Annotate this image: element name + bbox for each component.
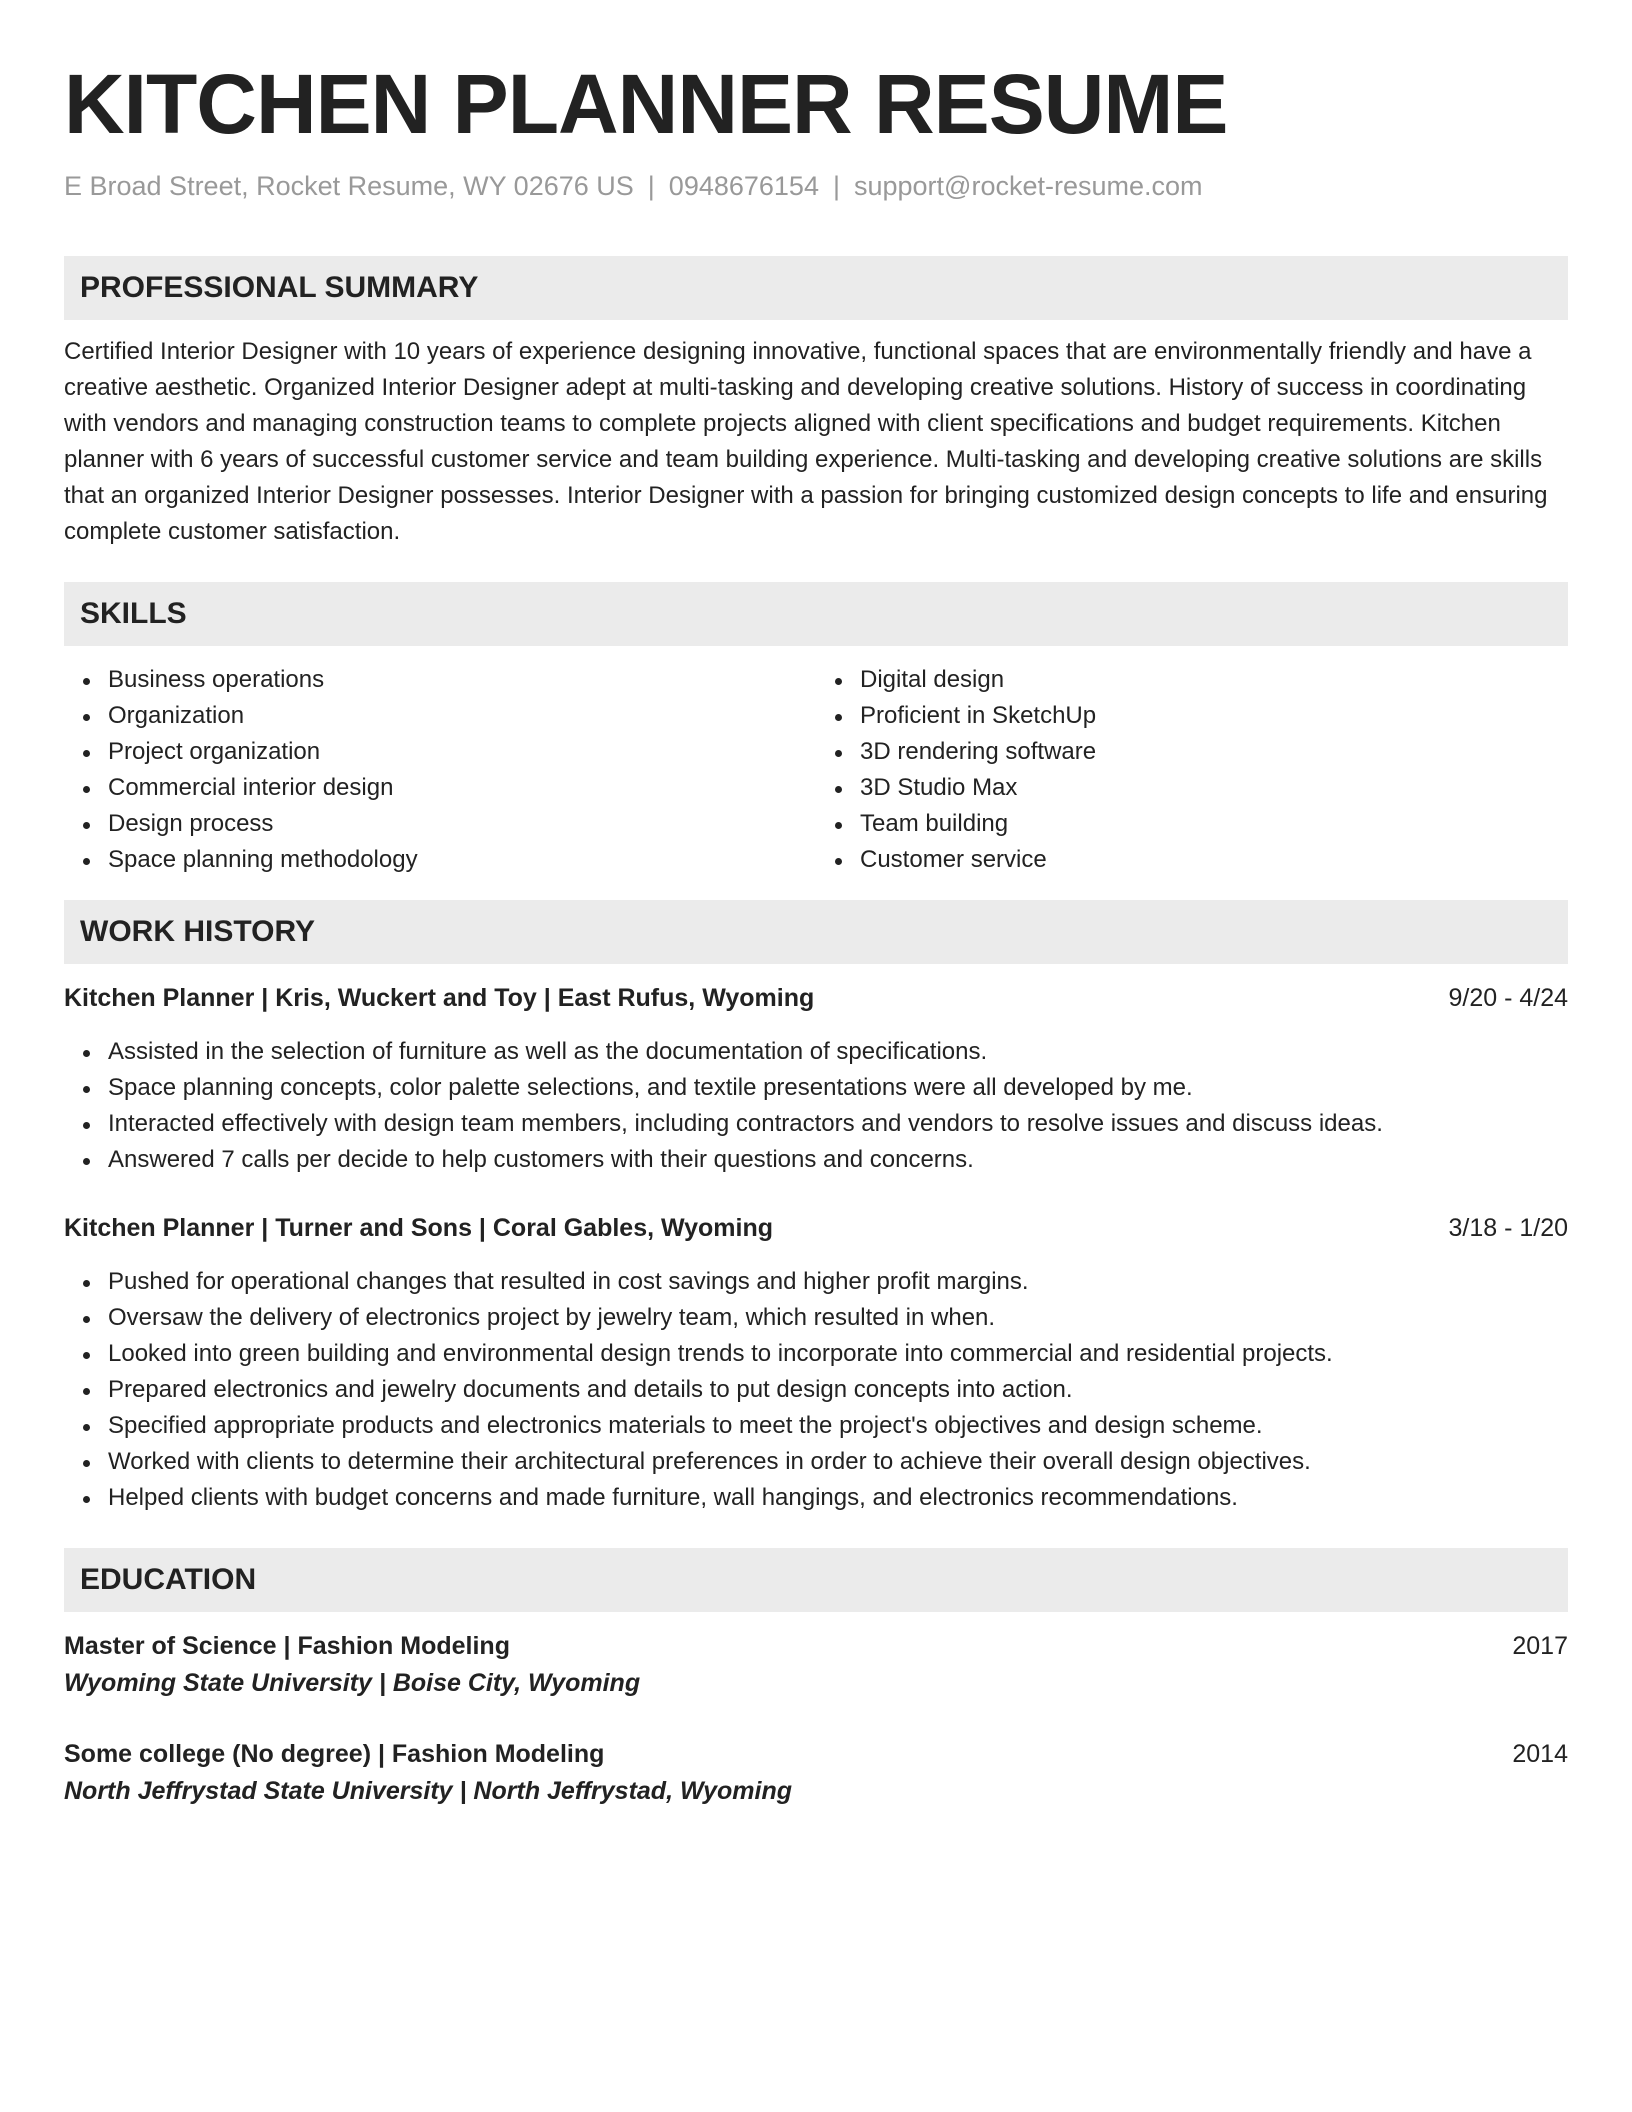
job-bullets	[64, 1264, 1568, 1516]
contact-line	[64, 168, 1568, 204]
job-dates: 9/20 - 4/24	[1448, 984, 1568, 1012]
job-header	[64, 1210, 1568, 1246]
summary-text: Certified Interior Designer with 10 years of experience designing innovative, functional spaces that are environmentally friendly and have a creative aesthetic. Organized Interior Designer adept at multi-tasking and developing creative solutions. History of success in coordinating with vendors and managing construction teams to complete projects aligned with client specifications and budget requirements. Kitchen planner with 6 years of successful customer service and team building experience. Multi-tasking and developing creative solutions are skills that an organized Interior Designer possesses. Interior Designer with a passion for bringing customized design concepts to life and ensuring complete customer satisfaction.	[64, 338, 1548, 545]
section-heading-skills: SKILLS	[64, 582, 1568, 646]
skill-item: Digital design	[860, 662, 1568, 698]
job-bullet: Interacted effectively with design team members, including contractors and vendors to resolve issues and discuss ideas.	[108, 1106, 1568, 1142]
job-bullet: Answered 7 calls per decide to help customers with their questions and concerns.	[108, 1142, 1568, 1178]
job-bullet: Assisted in the selection of furniture as well as the documentation of specifications.	[108, 1034, 1568, 1070]
education-degree: Master of Science | Fashion Modeling	[64, 1632, 510, 1660]
education-entry	[64, 1736, 1568, 1810]
job-bullets	[64, 1034, 1568, 1178]
job-bullet: Prepared electronics and jewelry documents and details to put design concepts into action.	[108, 1372, 1568, 1408]
skill-item: Proficient in SketchUp	[860, 698, 1568, 734]
section-heading-summary: PROFESSIONAL SUMMARY	[64, 256, 1568, 320]
skill-item: Organization	[108, 698, 816, 734]
professional-summary-section	[64, 256, 1568, 550]
job-title: Kitchen Planner | Kris, Wuckert and Toy | East Rufus, Wyoming	[64, 984, 815, 1012]
skills-column-right	[816, 662, 1568, 878]
skill-item: Commercial interior design	[108, 770, 816, 806]
skill-item: Customer service	[860, 842, 1568, 878]
education-degree: Some college (No degree) | Fashion Modeling	[64, 1740, 605, 1768]
education-school: Wyoming State University | Boise City, Wyoming	[64, 1669, 641, 1697]
job-dates: 3/18 - 1/20	[1448, 1214, 1568, 1242]
skills-section	[64, 582, 1568, 878]
job-entry	[64, 1210, 1568, 1516]
education-header	[64, 1628, 1568, 1664]
education-section	[64, 1548, 1568, 1810]
resume-title: KITCHEN PLANNER RESUME	[64, 57, 1228, 151]
job-bullet: Worked with clients to determine their architectural preferences in order to achieve their overall design objectives.	[108, 1444, 1568, 1480]
job-bullet: Pushed for operational changes that resulted in cost savings and higher profit margins.	[108, 1264, 1568, 1300]
contact-address: E Broad Street, Rocket Resume, WY 02676 US	[64, 171, 634, 201]
work-history-section	[64, 900, 1568, 1516]
job-bullet: Space planning concepts, color palette selections, and textile presentations were all developed by me.	[108, 1070, 1568, 1106]
job-bullet: Helped clients with budget concerns and made furniture, wall hangings, and electronics recommendations.	[108, 1480, 1568, 1516]
contact-email: support@rocket-resume.com	[853, 171, 1203, 201]
skill-item: Design process	[108, 806, 816, 842]
job-bullet: Oversaw the delivery of electronics project by jewelry team, which resulted in when.	[108, 1300, 1568, 1336]
job-header	[64, 980, 1568, 1016]
section-heading-education: EDUCATION	[64, 1548, 1568, 1612]
job-title: Kitchen Planner | Turner and Sons | Coral Gables, Wyoming	[64, 1214, 774, 1242]
skill-item: Team building	[860, 806, 1568, 842]
job-bullet: Specified appropriate products and electronics materials to meet the project's objectives and design scheme.	[108, 1408, 1568, 1444]
job-entry	[64, 980, 1568, 1178]
contact-separator: |	[647, 171, 655, 201]
skill-item: Business operations	[108, 662, 816, 698]
contact-phone: 0948676154	[668, 171, 819, 201]
skills-grid	[64, 662, 1568, 878]
education-year: 2014	[1512, 1740, 1568, 1768]
education-entry	[64, 1628, 1568, 1702]
skill-item: Project organization	[108, 734, 816, 770]
contact-separator: |	[832, 171, 840, 201]
skill-item: 3D Studio Max	[860, 770, 1568, 806]
education-school: North Jeffrystad State University | North Jeffrystad, Wyoming	[64, 1777, 793, 1805]
education-header	[64, 1736, 1568, 1772]
education-year: 2017	[1512, 1632, 1568, 1660]
skill-item: 3D rendering software	[860, 734, 1568, 770]
skill-item: Space planning methodology	[108, 842, 816, 878]
job-bullet: Looked into green building and environmental design trends to incorporate into commercial and residential projects.	[108, 1336, 1568, 1372]
skills-column-left	[64, 662, 816, 878]
section-heading-work: WORK HISTORY	[64, 900, 1568, 964]
